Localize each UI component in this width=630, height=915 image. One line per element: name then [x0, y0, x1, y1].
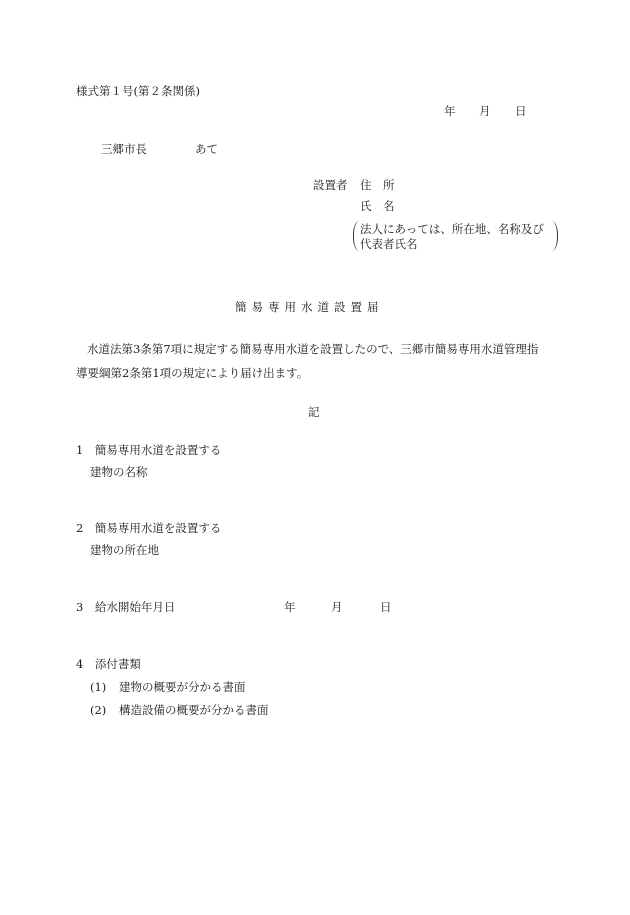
item-4-sub2-number: (2) — [90, 703, 107, 717]
item-4-sub1-text: 建物の概要が分かる書面 — [119, 680, 246, 694]
item-3-year: 年 — [284, 600, 296, 614]
item-3-label: 3 給水開始年月日 — [76, 600, 176, 614]
item-1-sub: 建物の名称 — [90, 465, 148, 479]
applicant-role-label: 設置者 — [313, 178, 348, 192]
addressee-name: 三郷市長 — [101, 142, 147, 156]
ki-label: 記 — [308, 405, 320, 419]
addressee-suffix: あて — [195, 142, 218, 156]
form-number: 様式第１号(第２条関係) — [76, 84, 200, 98]
date-day-label: 日 — [515, 104, 527, 118]
corporate-note-line2: 代表者氏名 — [360, 237, 418, 251]
date-month-label: 月 — [479, 104, 491, 118]
item-3-month: 月 — [331, 600, 343, 614]
body-line-1: 水道法第3条第7項に規定する簡易専用水道を設置したので、三郷市簡易専用水道管理指 — [87, 342, 539, 356]
item-2-label: 2 簡易専用水道を設置する — [76, 521, 222, 535]
applicant-address-label: 住 所 — [360, 178, 395, 192]
date-year-label: 年 — [444, 104, 456, 118]
corporate-note-line1: 法人にあっては、所在地、名称及び — [360, 222, 544, 236]
item-3-day: 日 — [380, 600, 392, 614]
item-2-sub: 建物の所在地 — [90, 543, 159, 557]
item-4-sub1-number: (1) — [90, 680, 107, 694]
item-4-label: 4 添付書類 — [76, 657, 141, 671]
body-line-2: 導要綱第2条第1項の規定により届け出ます。 — [76, 366, 309, 380]
item-1-label: 1 簡易専用水道を設置する — [76, 443, 222, 457]
applicant-name-label: 氏 名 — [360, 199, 395, 213]
document-title: 簡易専用水道設置届 — [235, 300, 384, 314]
item-4-sub2-text: 構造設備の概要が分かる書面 — [119, 703, 269, 717]
